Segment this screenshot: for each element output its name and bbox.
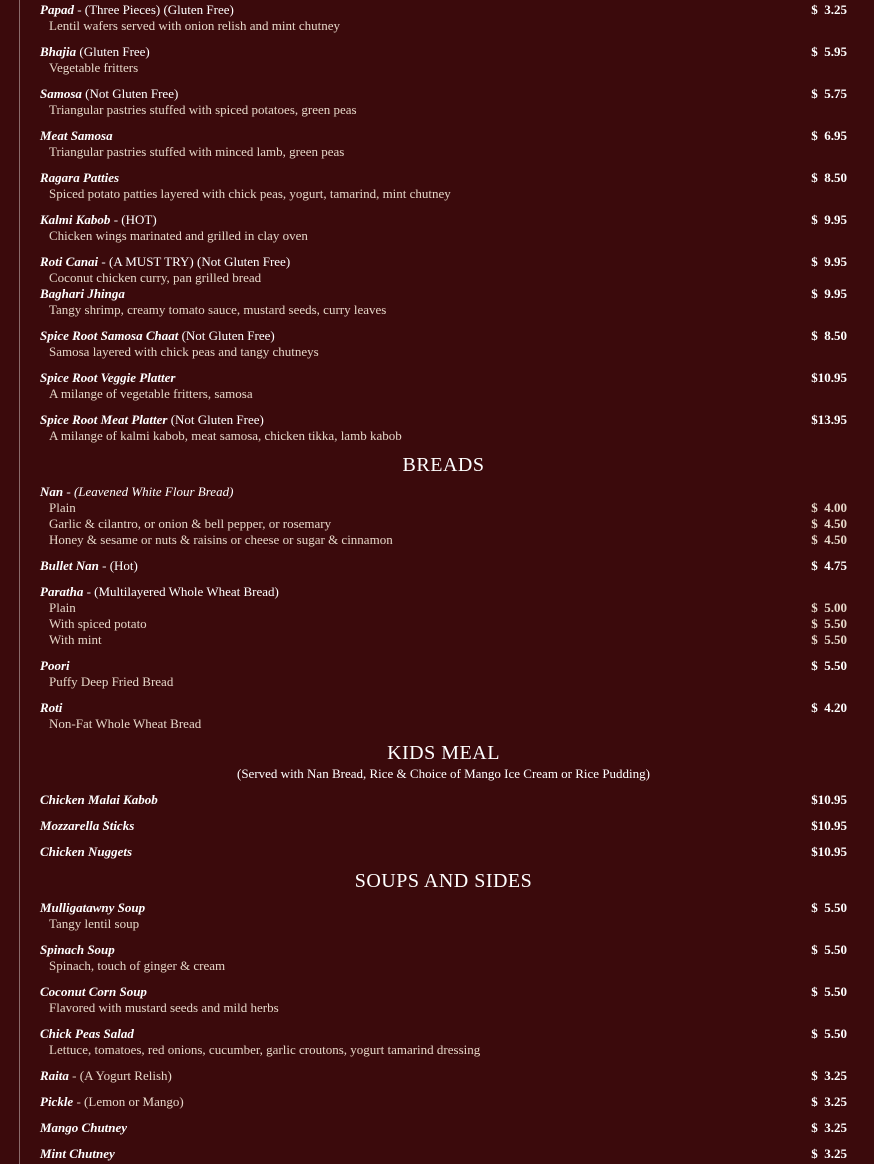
item-note: - (Leavened White Flour Bread) — [63, 484, 234, 499]
item-price: $ 5.50 — [811, 658, 847, 673]
item-price: $ 3.25 — [811, 1094, 847, 1109]
menu-item — [40, 658, 847, 690]
kids-meal-heading: KIDS MEAL — [387, 742, 500, 764]
breads-section — [40, 484, 847, 732]
option-label: With mint — [49, 632, 102, 647]
menu-item — [40, 484, 847, 548]
item-price: $10.95 — [811, 844, 847, 859]
item-description: Coconut chicken curry, pan grilled bread — [49, 270, 262, 285]
menu-item — [40, 254, 847, 286]
item-description: Spinach, touch of ginger & cream — [49, 958, 226, 973]
menu-item — [40, 700, 847, 732]
item-note: (Not Gluten Free) — [81, 86, 179, 101]
item-name: Mozzarella Sticks — [40, 818, 135, 833]
item-name: Baghari Jhinga — [40, 286, 125, 301]
item-name: Samosa — [40, 86, 82, 101]
menu-item — [40, 1068, 847, 1084]
menu-page — [40, 0, 847, 1164]
item-price: $ 9.95 — [811, 254, 847, 269]
item-name: Coconut Corn Soup — [40, 984, 147, 999]
menu-item — [40, 792, 847, 808]
item-description: Puffy Deep Fried Bread — [49, 674, 174, 689]
item-description: Spiced potato patties layered with chick peas, yogurt, tamarind, mint chutney — [49, 186, 451, 201]
item-name: Bhajia — [40, 44, 77, 59]
item-note: (Not Gluten Free) — [167, 412, 264, 427]
item-name: Bullet Nan — [40, 558, 99, 573]
item-note: - (A Yogurt Relish) — [68, 1068, 172, 1083]
option-price: $ 4.50 — [811, 516, 847, 531]
item-description: Chicken wings marinated and grilled in clay oven — [49, 228, 308, 243]
item-name: Chicken Malai Kabob — [40, 792, 158, 807]
item-name: Spice Root Meat Platter — [40, 412, 168, 427]
item-description: Flavored with mustard seeds and mild herbs — [49, 1000, 279, 1015]
option-price: $ 5.00 — [811, 600, 847, 615]
menu-item — [40, 212, 847, 244]
item-name: Kalmi Kabob — [40, 212, 111, 227]
option-label: Plain — [49, 500, 76, 515]
option-price: $ 4.00 — [811, 500, 847, 515]
item-note: (Gluten Free) — [76, 44, 150, 59]
item-price: $ 9.95 — [811, 286, 847, 301]
menu-item — [40, 900, 847, 932]
item-price: $10.95 — [811, 818, 847, 833]
item-name: Meat Samosa — [40, 128, 113, 143]
item-description: A milange of vegetable fritters, samosa — [49, 386, 253, 401]
menu-item — [40, 818, 847, 834]
item-description: Tangy shrimp, creamy tomato sauce, mustard seeds, curry leaves — [49, 302, 387, 317]
item-description: Non-Fat Whole Wheat Bread — [49, 716, 202, 731]
item-price: $ 5.50 — [811, 1026, 847, 1041]
item-price: $13.95 — [811, 412, 847, 427]
item-name: Spinach Soup — [40, 942, 115, 957]
item-price: $ 5.95 — [811, 44, 847, 59]
soups-section — [40, 900, 847, 1162]
item-price: $ 9.95 — [811, 212, 847, 227]
item-name: Chick Peas Salad — [40, 1026, 134, 1041]
item-name: Mint Chutney — [40, 1146, 115, 1161]
kids-meal-section — [40, 792, 847, 860]
item-description: A milange of kalmi kabob, meat samosa, chicken tikka, lamb kabob — [49, 428, 402, 443]
menu-item — [40, 412, 847, 444]
item-name: Pickle — [40, 1094, 74, 1109]
item-price: $ 3.25 — [811, 2, 847, 17]
item-description: Lentil wafers served with onion relish and mint chutney — [49, 18, 340, 33]
item-name: Mango Chutney — [40, 1120, 128, 1135]
menu-item — [40, 128, 847, 160]
item-note: - (Multilayered Whole Wheat Bread) — [83, 584, 279, 599]
item-note: - (Three Pieces) (Gluten Free) — [73, 2, 234, 17]
item-description: Triangular pastries stuffed with spiced potatoes, green peas — [49, 102, 357, 117]
menu-item — [40, 170, 847, 202]
item-price: $10.95 — [811, 370, 847, 385]
menu-item — [40, 2, 847, 34]
item-name: Nan — [40, 484, 64, 499]
option-price: $ 5.50 — [811, 632, 847, 647]
item-price: $ 6.95 — [811, 128, 847, 143]
item-note: - (HOT) — [110, 212, 157, 227]
item-price: $ 5.50 — [811, 900, 847, 915]
item-note: - (Lemon or Mango) — [73, 1094, 184, 1109]
menu-item — [40, 286, 847, 318]
option-row — [40, 532, 847, 548]
option-label: Plain — [49, 600, 76, 615]
item-price: $ 3.25 — [811, 1120, 847, 1135]
option-price: $ 4.50 — [811, 532, 847, 547]
item-price: $ 4.75 — [811, 558, 847, 573]
menu-item — [40, 844, 847, 860]
item-price: $ 8.50 — [811, 328, 847, 343]
item-description: Vegetable fritters — [49, 60, 139, 75]
item-price: $ 5.75 — [811, 86, 847, 101]
menu-item — [40, 1094, 847, 1110]
item-price: $ 4.20 — [811, 700, 847, 715]
item-name: Chicken Nuggets — [40, 844, 133, 859]
option-row — [40, 516, 847, 532]
item-name: Roti Canai — [40, 254, 99, 269]
menu-item — [40, 370, 847, 402]
item-name: Roti — [40, 700, 63, 715]
item-note: - (A MUST TRY) (Not Gluten Free) — [98, 254, 291, 269]
kids-meal-subheading: (Served with Nan Bread, Rice & Choice of Mango Ice Cream or Rice Pudding) — [237, 766, 650, 781]
option-label: Garlic & cilantro, or onion & bell pepper, or rosemary — [49, 516, 332, 531]
menu-item — [40, 1146, 847, 1162]
left-border-line — [19, 0, 20, 1164]
menu-item — [40, 328, 847, 360]
menu-item — [40, 942, 847, 974]
item-price: $ 8.50 — [811, 170, 847, 185]
item-price: $ 3.25 — [811, 1146, 847, 1161]
item-price: $ 5.50 — [811, 942, 847, 957]
item-note: (Not Gluten Free) — [178, 328, 275, 343]
item-name: Ragara Patties — [40, 170, 120, 185]
item-name: Paratha — [40, 584, 84, 599]
option-row — [40, 616, 847, 632]
item-name: Spice Root Veggie Platter — [40, 370, 176, 385]
menu-item — [40, 984, 847, 1016]
item-price: $ 5.50 — [811, 984, 847, 999]
item-name: Raita — [40, 1068, 69, 1083]
option-row — [40, 500, 847, 516]
item-note: - (Hot) — [98, 558, 138, 573]
option-label: With spiced potato — [49, 616, 147, 631]
appetizers-section — [40, 2, 847, 444]
option-row — [40, 600, 847, 616]
option-price: $ 5.50 — [811, 616, 847, 631]
item-name: Papad — [40, 2, 74, 17]
item-name: Mulligatawny Soup — [40, 900, 146, 915]
item-name: Poori — [40, 658, 70, 673]
menu-item — [40, 558, 847, 574]
menu-item — [40, 1120, 847, 1136]
menu-item — [40, 86, 847, 118]
soups-heading: SOUPS AND SIDES — [354, 870, 533, 892]
item-price: $ 3.25 — [811, 1068, 847, 1083]
item-description: Lettuce, tomatoes, red onions, cucumber, garlic croutons, yogurt tamarind dressing — [49, 1042, 481, 1057]
menu-item — [40, 44, 847, 76]
menu-item — [40, 1026, 847, 1058]
option-label: Honey & sesame or nuts & raisins or cheese or sugar & cinnamon — [49, 532, 393, 547]
item-price: $10.95 — [811, 792, 847, 807]
item-name: Spice Root Samosa Chaat — [40, 328, 179, 343]
menu-item — [40, 584, 847, 648]
item-description: Samosa layered with chick peas and tangy chutneys — [49, 344, 319, 359]
item-description: Tangy lentil soup — [49, 916, 140, 931]
breads-heading: BREADS — [402, 454, 485, 476]
option-row — [40, 632, 847, 648]
item-description: Triangular pastries stuffed with minced lamb, green peas — [49, 144, 345, 159]
